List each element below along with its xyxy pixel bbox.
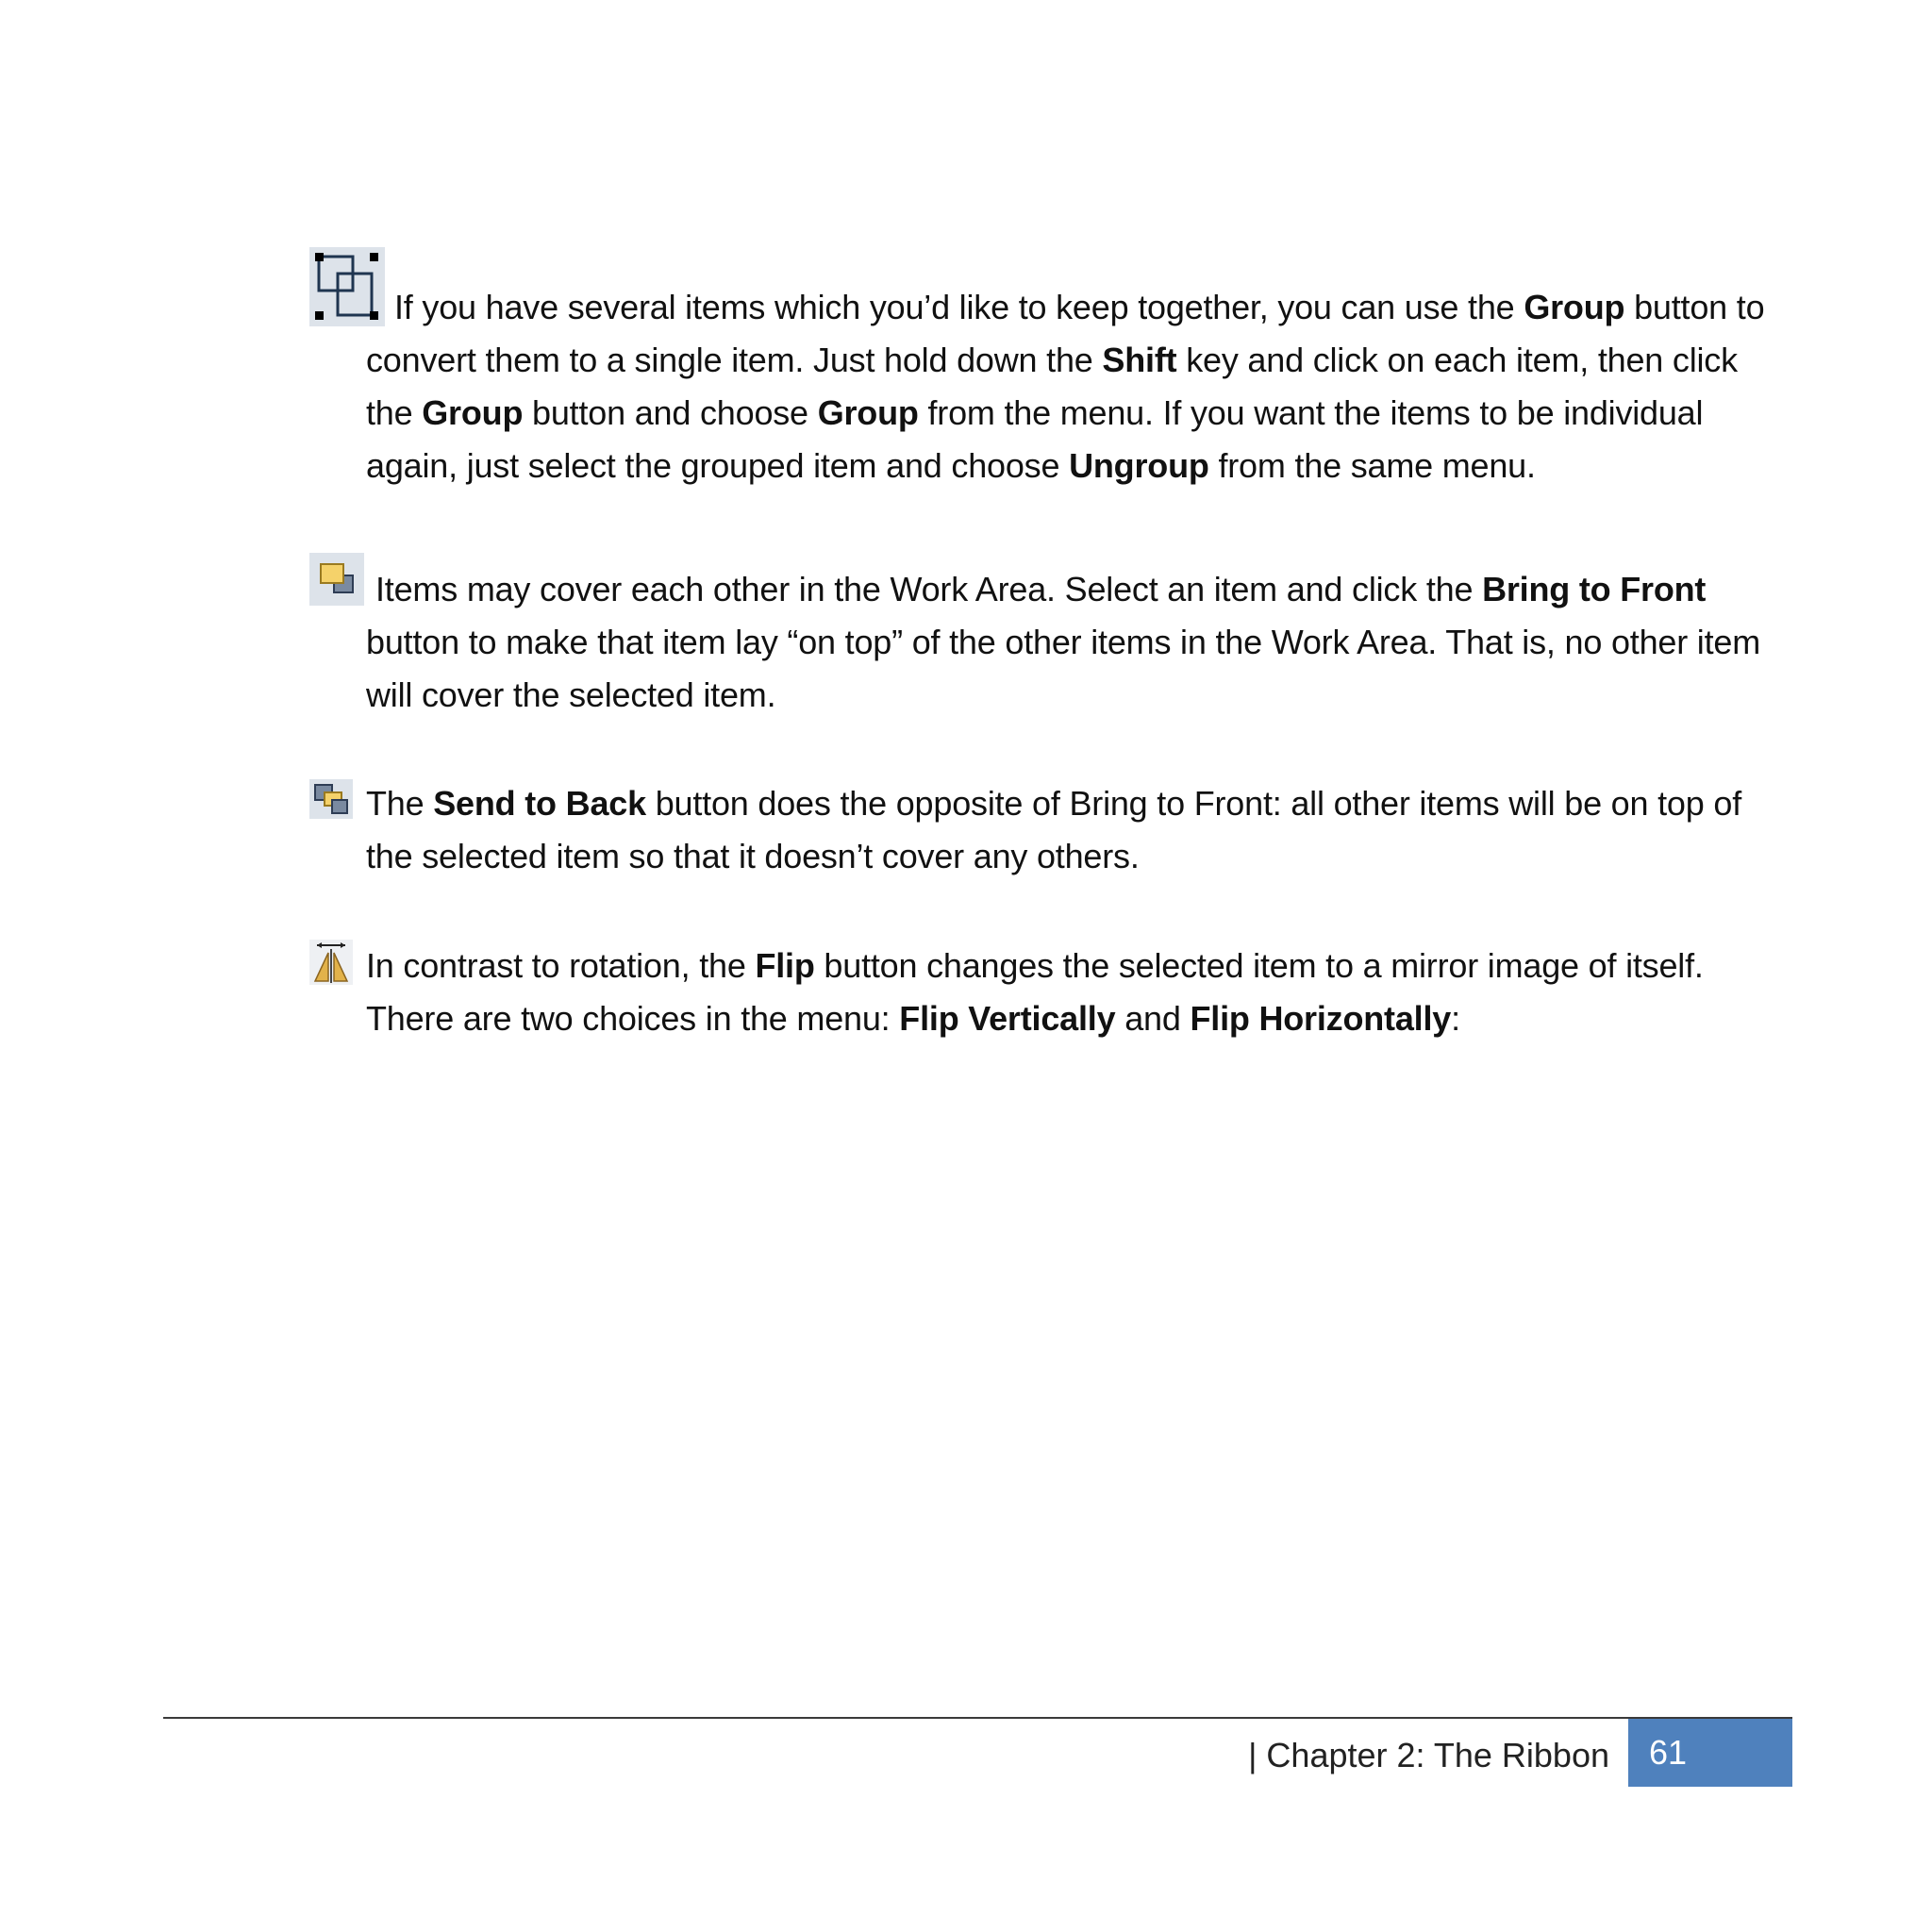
flip-icon xyxy=(309,940,353,990)
group-paragraph-text xyxy=(366,247,1776,492)
p4-seg-2: button changes the selected item to a mirror image of itself. There are two choices in the menu: xyxy=(366,946,1704,1038)
group-paragraph xyxy=(309,247,1776,492)
send-to-back-icon xyxy=(309,779,353,824)
p1-seg-4: key and click on each item, then click the xyxy=(366,341,1738,432)
p1-seg-6: button and choose xyxy=(523,393,818,432)
bring-to-front-icon xyxy=(309,553,364,610)
p4-seg-6: : xyxy=(1451,999,1460,1038)
p3-seg-1: Send to Back xyxy=(433,784,646,823)
p1-seg-9: Ungroup xyxy=(1069,446,1209,485)
p4-seg-1: Flip xyxy=(755,946,815,985)
p4-seg-5: Flip Horizontally xyxy=(1190,999,1452,1038)
flip-paragraph-text xyxy=(366,940,1776,1045)
p1-seg-8: from the menu. If you want the items to be individual again, just select the grouped item and choose xyxy=(366,393,1704,485)
p4-seg-3: Flip Vertically xyxy=(899,999,1116,1038)
footer-chapter-title: | Chapter 2: The Ribbon xyxy=(1248,1736,1609,1774)
p1-seg-2: button to convert them to a single item. Just hold down the xyxy=(366,288,1765,379)
p1-seg-3: Shift xyxy=(1102,341,1177,379)
footer-divider xyxy=(163,1717,1792,1719)
page-number: 61 xyxy=(1628,1719,1792,1787)
p3-seg-0: The xyxy=(366,784,434,823)
send-to-back-paragraph xyxy=(309,779,1776,883)
p3-seg-2: button does the opposite of Bring to Front: all other items will be on top of the selected item so that it doesn’t cover any others. xyxy=(366,784,1742,875)
p2-seg-1: Bring to Front xyxy=(1482,570,1707,608)
p1-seg-0: If you have several items which you’d like to keep together, you can use the xyxy=(394,288,1524,326)
p1-seg-10: from the same menu. xyxy=(1208,446,1536,485)
p2-seg-0: Items may cover each other in the Work Area. Select an item and click the xyxy=(375,570,1483,608)
group-icon xyxy=(309,247,385,331)
p1-seg-1: Group xyxy=(1524,288,1625,326)
p1-seg-7: Group xyxy=(817,393,919,432)
p2-seg-2: button to make that item lay “on top” of the other items in the Work Area. That is, no other item will cover the selected item. xyxy=(366,623,1761,714)
send-to-back-paragraph-text xyxy=(366,777,1776,883)
bring-to-front-paragraph-text xyxy=(366,553,1776,722)
p1-seg-5: Group xyxy=(422,393,524,432)
flip-paragraph xyxy=(309,940,1776,1045)
p4-seg-0: In contrast to rotation, the xyxy=(366,946,756,985)
bring-to-front-paragraph xyxy=(309,553,1776,722)
p4-seg-4: and xyxy=(1115,999,1191,1038)
